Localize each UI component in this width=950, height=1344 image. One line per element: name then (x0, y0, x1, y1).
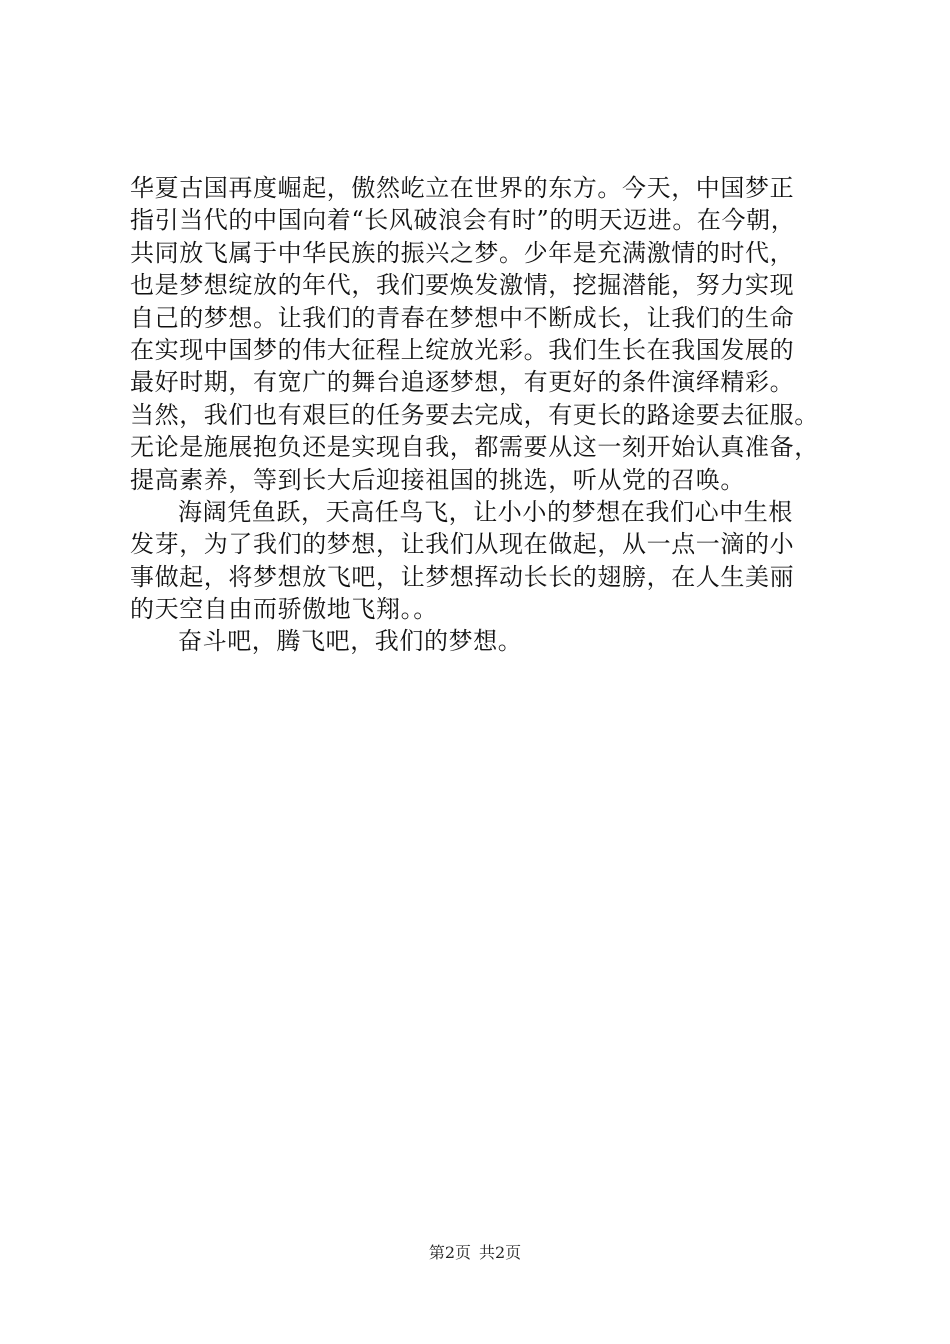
text-line: 发芽，为了我们的梦想，让我们从现在做起，从一点一滴的小 (130, 530, 795, 559)
page-number: 第2页 (428, 1243, 471, 1262)
paragraph-start-line: 海阔凭鱼跃，天高任鸟飞，让小小的梦想在我们心中生根 (178, 497, 793, 526)
text-line: 最好时期，有宽广的舞台追逐梦想，有更好的条件演绎精彩。 (130, 368, 795, 397)
page-total: 共2页 (479, 1243, 522, 1262)
text-line: 共同放飞属于中华民族的振兴之梦。少年是充满激情的时代， (130, 238, 795, 267)
text-line: 在实现中国梦的伟大征程上绽放光彩。我们生长在我国发展的 (130, 335, 795, 364)
page-footer (0, 1243, 950, 1263)
text-line: 华夏古国再度崛起，傲然屹立在世界的东方。今天，中国梦正 (130, 174, 795, 202)
paragraph-start-line: 奋斗吧，腾飞吧，我们的梦想。 (178, 627, 523, 656)
text-line: 提高素养，等到长大后迎接祖国的挑选，听从党的召唤。 (130, 465, 745, 494)
text-line: 的天空自由而骄傲地飞翔。。 (130, 595, 438, 624)
text-line: 自己的梦想。让我们的青春在梦想中不断成长，让我们的生命 (130, 303, 795, 332)
text-line: 无论是施展抱负还是实现自我，都需要从这一刻开始认真准备， (130, 433, 819, 462)
text-line: 当然，我们也有艰巨的任务要去完成，有更长的路途要去征服。 (130, 400, 819, 429)
text-line: 指引当代的中国向着“长风破浪会有时”的明天迈进。在今朝， (130, 206, 796, 235)
body-text (130, 172, 830, 658)
text-line: 事做起，将梦想放飞吧，让梦想挥动长长的翅膀，在人生美丽 (130, 562, 795, 591)
text-line: 也是梦想绽放的年代，我们要焕发激情，挖掘潜能，努力实现 (130, 271, 795, 300)
